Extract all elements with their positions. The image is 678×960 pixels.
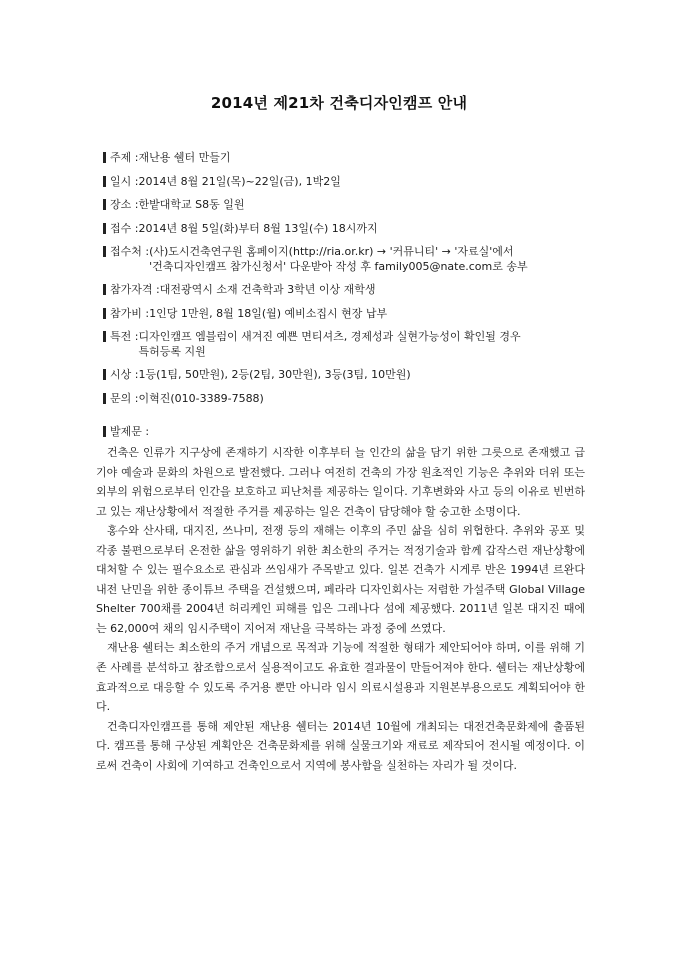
info-label: 접수 : xyxy=(110,221,139,235)
info-label: 문의 : xyxy=(110,391,139,405)
info-value: 2014년 8월 5일(화)부터 8월 13일(수) 18시까지 xyxy=(138,221,378,235)
body-text xyxy=(96,443,585,775)
document-title: 2014년 제21차 건축디자인캠프 안내 xyxy=(210,94,468,112)
info-label: 주제 : xyxy=(110,151,139,164)
info-row-contact xyxy=(103,391,603,415)
info-label: 참가비 : xyxy=(110,306,150,320)
info-label: 참가자격 : xyxy=(110,283,160,296)
info-value: 2014년 8월 21일(목)~22일(금), 1박2일 xyxy=(138,174,341,188)
info-list xyxy=(103,150,603,414)
info-value: 디자인캠프 엠블럼이 새겨진 예쁜 면티셔츠, 경제성과 실현가능성이 확인될 경우 xyxy=(138,330,521,343)
bullet-mark xyxy=(103,284,106,295)
bullet-mark xyxy=(103,369,106,380)
bullet-mark xyxy=(103,176,106,187)
bullet-mark xyxy=(103,308,106,319)
info-label: 장소 : xyxy=(110,198,139,211)
info-row-awards xyxy=(103,367,603,391)
bullet-mark xyxy=(103,223,106,234)
info-value: 재난용 쉘터 만들기 xyxy=(138,151,231,164)
paragraph: 건축은 인류가 지구상에 존재하기 시작한 이후부터 늘 인간의 삶을 담기 위한 그릇으로 존재했고 급기야 예술과 문화의 차원으로 발전했다. 그러나 여전히 건축의 가장 원초적인 기능은 추위와 더위 또는 외부의 위험으로부터 인간을 보호하고 피난처를 제공하는 일이다. 기후변화와 사고 등의 이유로 빈번하고 있는 재난상황에서 적절한 주거를 제공하는 일은 건축이 담당해야 할 숭고한 소명이다. xyxy=(96,446,585,518)
info-value-continued: '건축디자인캠프 참가신청서' 다운받아 작성 후 family005@nate.com로 송부 xyxy=(149,260,528,273)
info-row-benefits xyxy=(103,329,603,367)
bullet-mark xyxy=(103,199,106,210)
info-value-continued: 특허등록 지원 xyxy=(138,345,206,358)
info-value: (사)도시건축연구원 홈페이지(http://ria.or.kr) → '커뮤니티' → '자료실'에서 xyxy=(149,245,514,258)
info-row-eligibility xyxy=(103,282,603,306)
paragraph: 건축디자인캠프를 통해 제안된 재난용 쉘터는 2014년 10월에 개최되는 대전건축문화제에 출품된다. 캠프를 통해 구상된 계획안은 건축문화제를 위해 실물크기와 재료로 제작되어 전시될 예정이다. 이로써 건축이 사회에 기여하고 건축인으로서 지역에 봉사함을 실천하는 자리가 될 것이다. xyxy=(96,719,585,772)
info-label: 특전 : xyxy=(110,330,139,343)
info-value: 이혁진(010-3389-7588) xyxy=(138,391,264,405)
bullet-mark xyxy=(103,246,106,257)
info-row-place xyxy=(103,197,603,221)
paragraph: 홍수와 산사태, 대지진, 쓰나미, 전쟁 등의 재해는 이후의 주민 삶을 심히 위협한다. 추위와 공포 및 각종 불편으로부터 온전한 삶을 영위하기 위한 최소한의 주거는 적정기술과 함께 갑작스런 재난상황에 대처할 수 있는 필수요소로 관심과 쓰임새가 주목받고 있다. 일본 건축가 시게루 반은 1994년 르완다 내전 난민을 위한 종이튜브 주택을 건설했으며, 페라라 디자인회사는 저렴한 가설주택 Global Village Shelter 700채를 2004년 허리케인 피해를 입은 그레나다 섬에 제공했다. 2011년 일본 대지진 때에는 62,000여 채의 임시주택이 지어져 재난을 극복하는 과정 중에 쓰였다. xyxy=(96,524,585,635)
info-value: 1인당 1만원, 8월 18일(월) 예비소집시 현장 납부 xyxy=(149,306,388,320)
bullet-mark xyxy=(103,152,106,163)
bullet-mark xyxy=(103,393,106,404)
info-row-topic xyxy=(103,150,603,174)
section-heading xyxy=(103,424,149,439)
info-label: 접수처 : xyxy=(110,245,150,258)
bullet-mark xyxy=(103,331,106,342)
info-label: 일시 : xyxy=(110,174,139,188)
info-value: 한밭대학교 S8동 일원 xyxy=(138,198,245,211)
info-row-submission xyxy=(103,244,603,282)
info-value: 대전광역시 소재 건축학과 3학년 이상 재학생 xyxy=(159,283,376,296)
section-heading-text: 발제문 : xyxy=(110,425,150,438)
info-row-fee xyxy=(103,306,603,330)
info-row-registration xyxy=(103,221,603,245)
info-label: 시상 : xyxy=(110,368,139,381)
paragraph: 재난용 쉘터는 최소한의 주거 개념으로 목적과 기능에 적절한 형태가 제안되어야 하며, 이를 위해 기존 사례를 분석하고 참조함으로서 실용적이고도 유효한 결과물이 만들어져야 한다. 쉘터는 재난상황에 효과적으로 대응할 수 있도록 주거용 뿐만 아니라 임시 의료시설용과 지원본부용으로도 계획되어야 한다. xyxy=(96,641,585,714)
info-row-date xyxy=(103,174,603,198)
bullet-mark xyxy=(103,426,106,437)
info-value: 1등(1팀, 50만원), 2등(2팀, 30만원), 3등(3팀, 10만원) xyxy=(138,368,411,381)
